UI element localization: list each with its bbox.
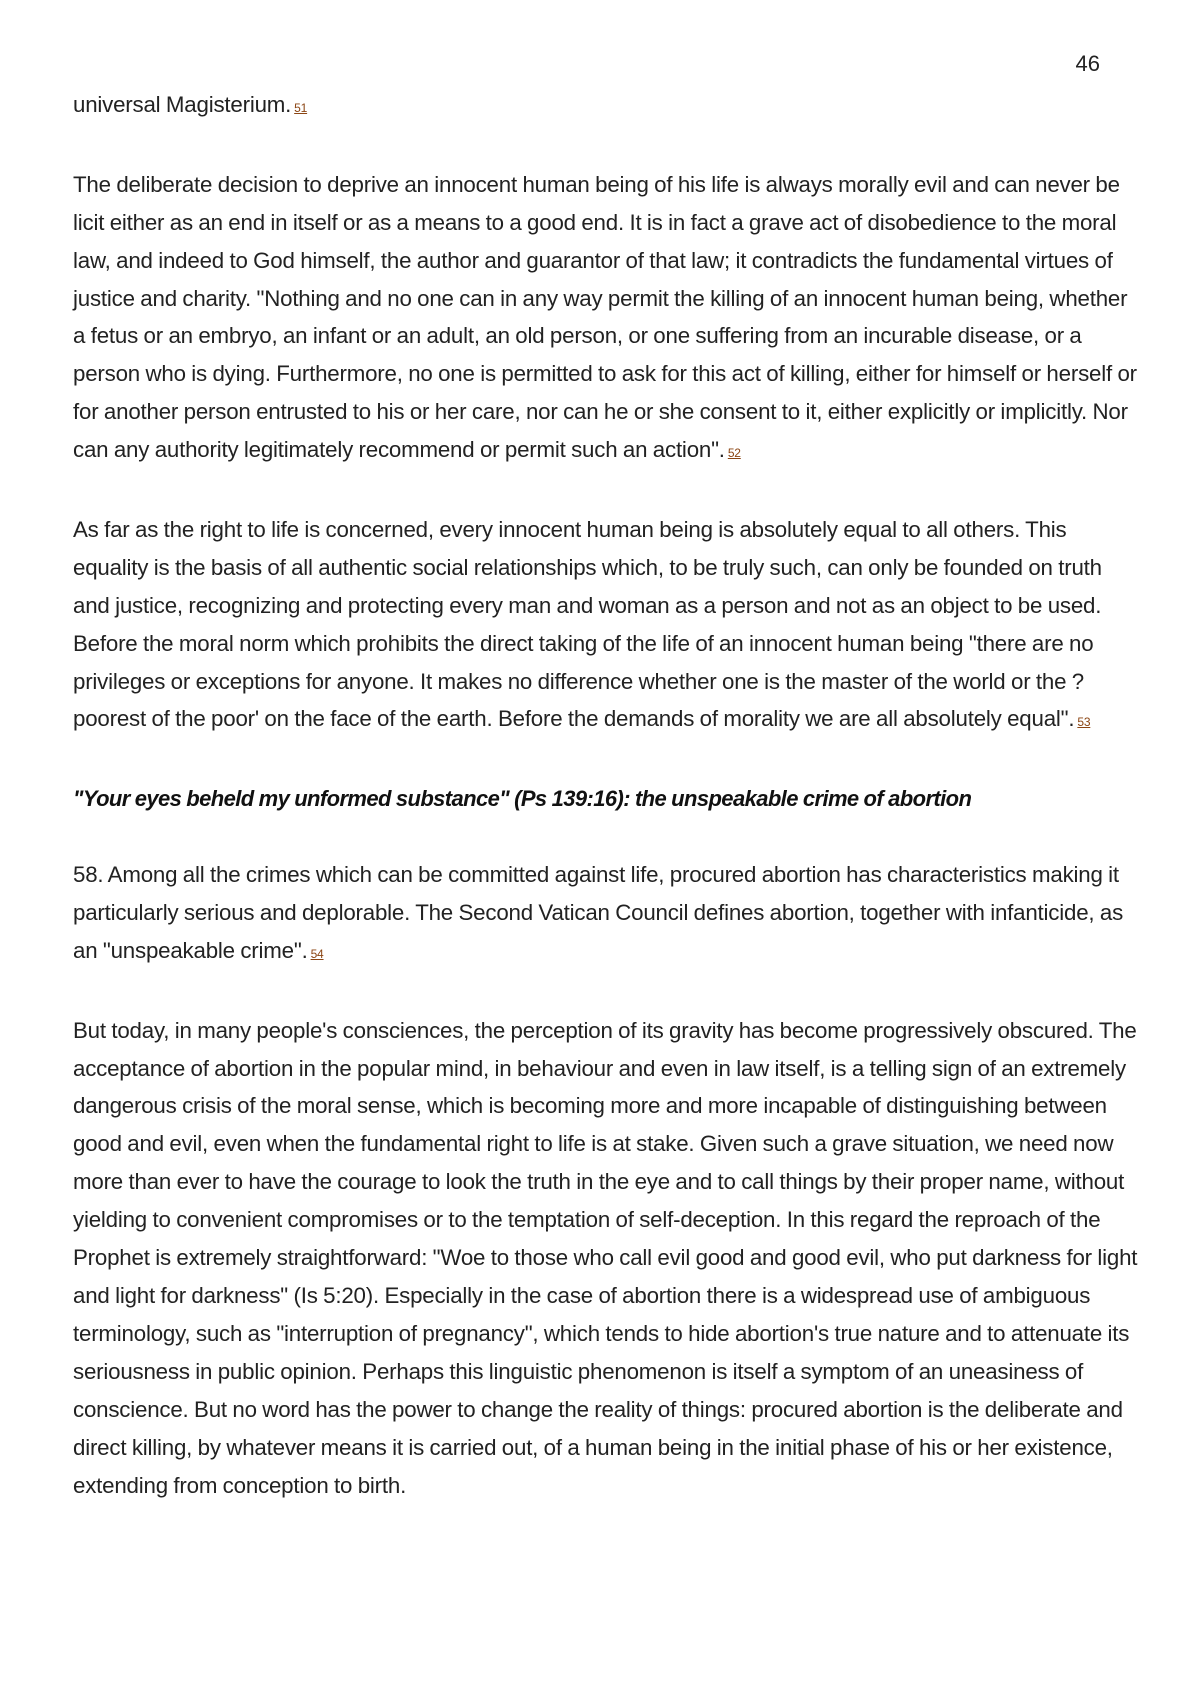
paragraph-deliberate-decision bbox=[73, 166, 1141, 473]
paragraph-text: The deliberate decision to deprive an innocent human being of his life is always morally evil and can never be licit either as an end in itself or as a means to a good end. It is in fact a grave act of disobedience to the moral law, and indeed to God himself, the author and guarantor of that law; it contradicts the fundamental virtues of justice and charity. "Nothing and no one can in any way permit the killing of an innocent human being, whether a fetus or an embryo, an infant or an adult, an old person, or one suffering from an incurable disease, or a person who is dying. Furthermore, no one is permitted to ask for this act of killing, either for himself or herself or for another person entrusted to his or her care, nor can he or she consent to it, either explicitly or implicitly. Nor can any authority legitimately recommend or permit such an action". bbox=[73, 171, 1137, 463]
footnote-link-54[interactable]: 54 bbox=[310, 946, 324, 961]
paragraph-text: As far as the right to life is concerned, every innocent human being is absolutely equal to all others. This equality is the basis of all authentic social relationships which, to be truly such, can only be founded on truth and justice, recognizing and protecting every man and woman as a person and not as an object to be used. Before the moral norm which prohibits the direct taking of the life of an innocent human being "there are no privileges or exceptions for anyone. It makes no difference whether one is the master of the world or the ?poorest of the poor' on the face of the earth. Before the demands of morality we are all absolutely equal". bbox=[73, 516, 1102, 732]
footnote-link-52[interactable]: 52 bbox=[727, 446, 741, 461]
paragraph-58-crimes bbox=[73, 856, 1141, 974]
document-body bbox=[73, 86, 1141, 1504]
footnote-link-51[interactable]: 51 bbox=[294, 101, 308, 115]
page-number: 46 bbox=[1075, 51, 1100, 76]
paragraph-text: 58. Among all the crimes which can be committed against life, procured abortion has characteristics making it particularly serious and deplorable. The Second Vatican Council defines abortion, together with infanticide, as an "unspeakable crime". bbox=[73, 862, 1124, 963]
paragraph-text: But today, in many people's consciences, the perception of its gravity has become progressively obscured. The acceptance of abortion in the popular mind, in behaviour and even in law itself, is a telling sign of an extremely dangerous crisis of the moral sense, which is becoming more and more incapable of distinguishing between good and evil, even when the fundamental right to life is at stake. Given such a grave situation, we need now more than ever to have the courage to look the truth in the eye and to call things by their proper name, without yielding to convenient compromises or to the temptation of self-deception. In this regard the reproach of the Prophet is extremely straightforward: "Woe to those who call evil good and good evil, who put darkness for light and light for darkness" (Is 5:20). Especially in the case of abortion there is a widespread use of ambiguous terminology, such as "interruption of pregnancy", which tends to hide abortion's true nature and to attenuate its seriousness in public opinion. Perhaps this linguistic phenomenon is itself a symptom of an uneasiness of conscience. But no word has the power to change the reality of things: procured abortion is the deliberate and direct killing, by whatever means it is carried out, of a human being in the initial phase of his or her existence, extending from conception to birth. bbox=[73, 1017, 1138, 1498]
paragraph-spacer bbox=[73, 473, 1141, 511]
section-heading: "Your eyes beheld my unformed substance" (Ps 139:16): the unspeakable crime of abortion bbox=[73, 786, 972, 812]
paragraph-right-to-life bbox=[73, 511, 1141, 742]
paragraph-magisterium bbox=[73, 86, 1141, 128]
paragraph-spacer bbox=[73, 974, 1141, 1012]
paragraph-consciences bbox=[73, 1012, 1141, 1505]
paragraph-spacer bbox=[73, 742, 1141, 780]
footnote-link-53[interactable]: 53 bbox=[1077, 715, 1091, 730]
paragraph-text: universal Magisterium. bbox=[73, 92, 292, 117]
paragraph-spacer bbox=[73, 128, 1141, 166]
paragraph-spacer bbox=[73, 818, 1141, 856]
